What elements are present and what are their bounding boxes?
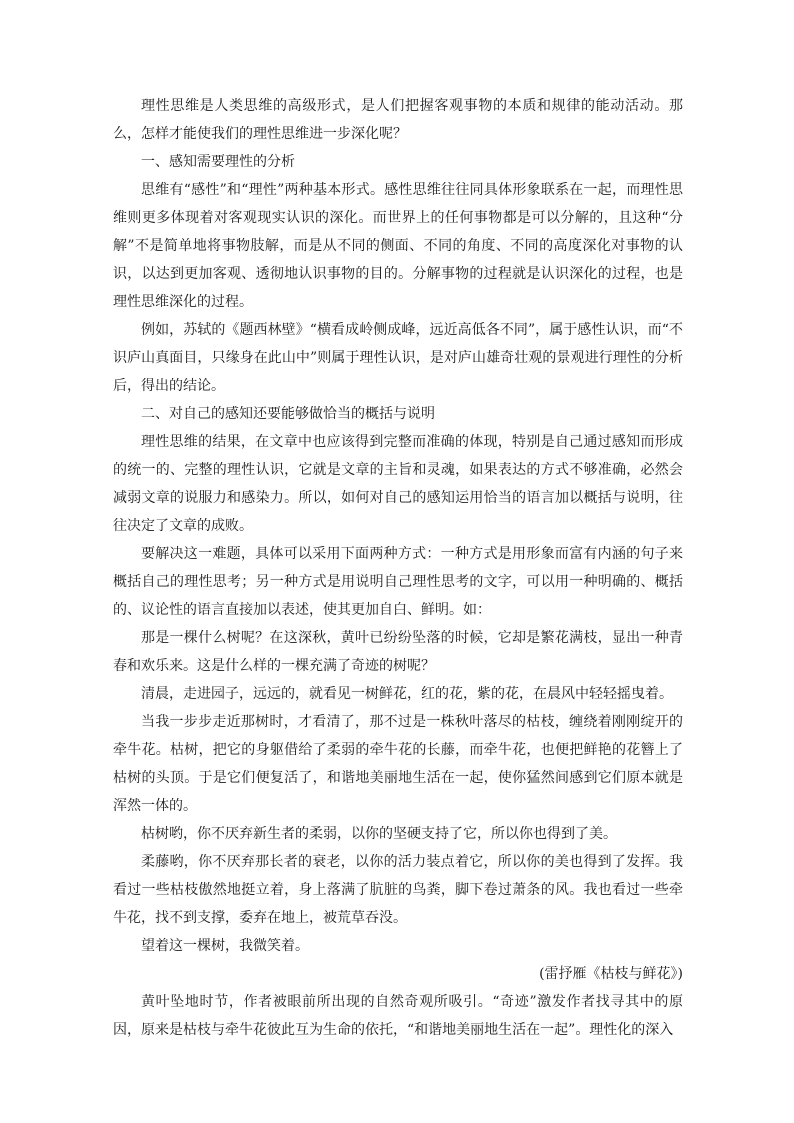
quote-paragraph: 望着这一棵树，我微笑着。	[141, 938, 309, 954]
quote-paragraph: 那是一棵什么树呢？在这深秋，黄叶已纷纷坠落的时候，它却是繁花满枝，显出一种青春和欢乐来。这是什么样的一棵充满了奇迹的树呢？	[113, 630, 683, 674]
quote-paragraph: 当我一步步走近那树时，才看清了，那不过是一株秋叶落尽的枯枝，缠绕着刚刚绽开的牵牛花。枯树，把它的身躯借给了柔弱的牵牛花的长藤，而牵牛花，也便把鲜艳的花簪上了枯树的头顶。于是它们便复活了，和谐地美丽地生活在一起，使你猛然间感到它们原本就是浑然一体的。	[113, 714, 683, 814]
body-paragraph: 黄叶坠地时节，作者被眼前所出现的自然奇观所吸引。“奇迹”激发作者找寻其中的原因，原来是枯枝与牵牛花彼此互为生命的依托，“和谐地美丽地生活在一起”。理性化的深入	[113, 994, 683, 1038]
body-paragraph: 理性思维的结果，在文章中也应该得到完整而准确的体现，特别是自己通过感知而形成的统一的、完整的理性认识，它就是文章的主旨和灵魂，如果表达的方式不够准确，必然会减弱文章的说服力和感染力。所以，如何对自己的感知运用恰当的语言加以概括与说明，往往决定了文章的成败。	[113, 434, 683, 534]
section-heading-1: 一、感知需要理性的分析	[141, 154, 295, 170]
intro-paragraph: 理性思维是人类思维的高级形式，是人们把握客观事物的本质和规律的能动活动。那么，怎样才能使我们的理性思维进一步深化呢？	[113, 98, 683, 142]
quote-paragraph: 柔藤哟，你不厌弃那长者的衰老，以你的活力装点着它，所以你的美也得到了发挥。我看过一些枯枝傲然地挺立着，身上落满了肮脏的鸟粪，脚下卷过萧条的风。我也看过一些牵牛花，找不到支撑，委弃在地上，被荒草吞没。	[113, 854, 683, 926]
body-paragraph: 思维有“感性”和“理性”两种基本形式。感性思维往往同具体形象联系在一起，而理性思维则更多体现着对客观现实认识的深化。而世界上的任何事物都是可以分解的，且这种“分解”不是简单地将事物肢解，而是从不同的侧面、不同的角度、不同的高度深化对事物的认识，以达到更加客观、透彻地认识事物的目的。分解事物的过程就是认识深化的过程，也是理性思维深化的过程。	[113, 182, 683, 310]
body-paragraph: 例如，苏轼的《题西林壁》“横看成岭侧成峰，远近高低各不同”，属于感性认识，而“不识庐山真面目，只缘身在此山中”则属于理性认识，是对庐山雄奇壮观的景观进行理性的分析后，得出的结论。	[113, 322, 683, 394]
document-body	[113, 92, 683, 1044]
quote-paragraph: 清晨，走进园子，远远的，就看见一树鲜花，红的花，紫的花，在晨风中轻轻摇曳着。	[141, 686, 673, 702]
body-paragraph: 要解决这一难题，具体可以采用下面两种方式：一种方式是用形象而富有内涵的句子来概括自己的理性思考；另一种方式是用说明自己理性思考的文字，可以用一种明确的、概括的、议论性的语言直接加以表述，使其更加自白、鲜明。如：	[113, 546, 683, 618]
quote-source: (雷抒雁《枯枝与鲜花》)	[539, 966, 683, 982]
quote-paragraph: 枯树哟，你不厌弃新生者的柔弱，以你的坚硬支持了它，所以你也得到了美。	[141, 826, 617, 842]
section-heading-2: 二、对自己的感知还要能够做恰当的概括与说明	[141, 406, 435, 422]
